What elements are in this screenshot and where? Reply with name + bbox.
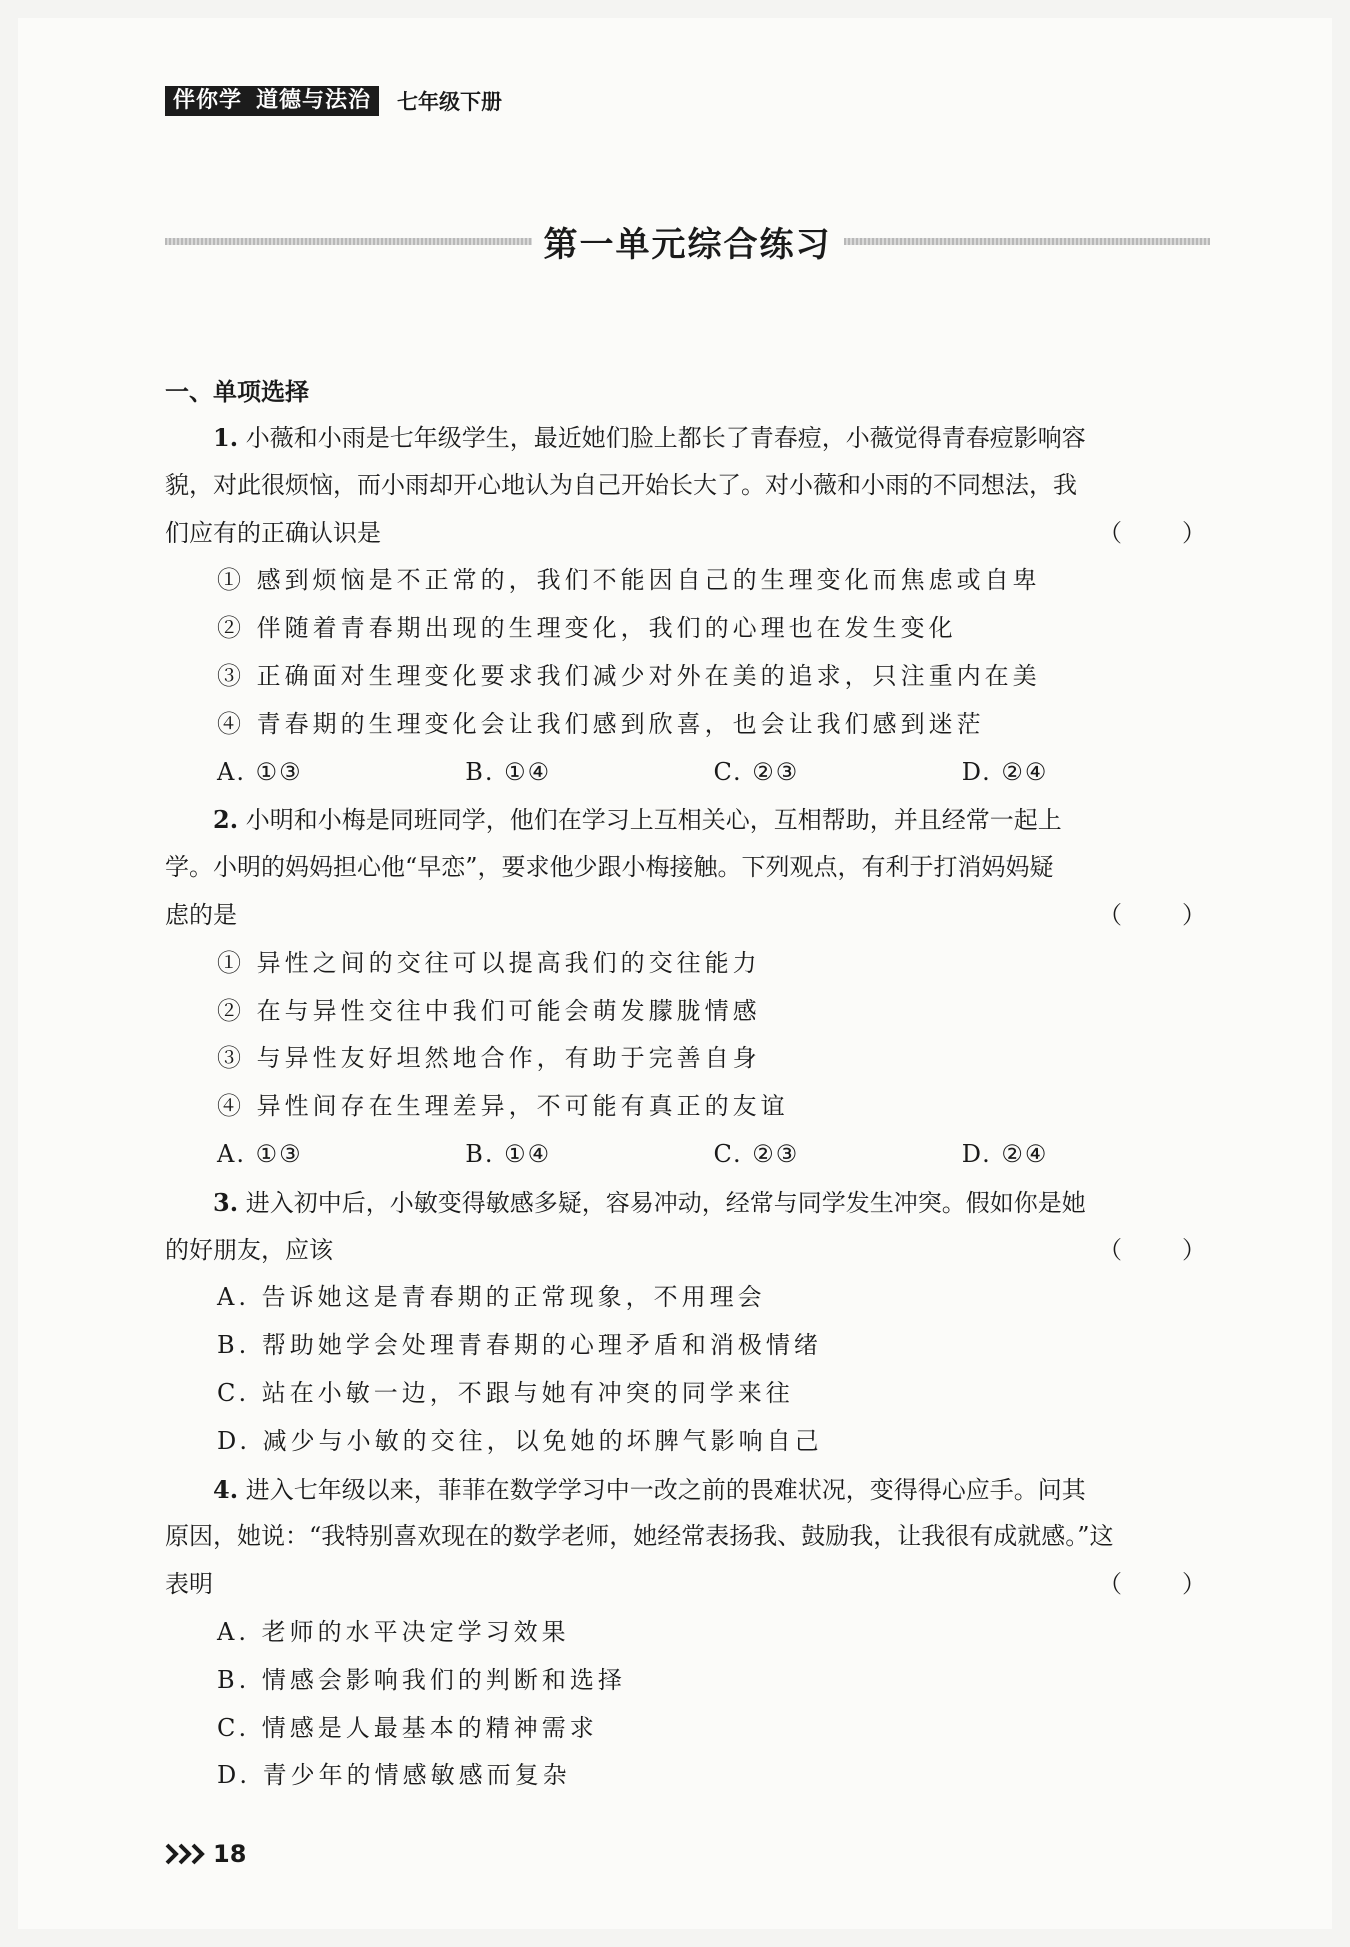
choice-c: C. ②③ <box>713 1139 800 1168</box>
question-3 <box>165 1179 1210 1466</box>
stem-text: 学。小明的妈妈担心他“早恋”，要求他少跟小梅接触。下列观点，有利于打消妈妈疑 <box>165 853 1054 882</box>
question-number: 3. <box>213 1187 239 1217</box>
question-4 <box>165 1466 1210 1801</box>
question-number: 1. <box>213 423 239 452</box>
subject-name: 道德与法治 <box>256 88 372 113</box>
question-stem-line <box>165 796 1210 844</box>
stem-text: 进入七年级以来，菲菲在数学学习中一改之前的畏难状况，变得得心应手。问其 <box>245 1475 1086 1504</box>
option-c: C. 站在小敏一边，不跟与她有冲突的同学来往 <box>217 1378 794 1407</box>
question-stem-line <box>165 1561 1210 1609</box>
stem-text: 小薇和小雨是七年级学生，最近她们脸上都长了青春痘，小薇觉得青春痘影响容 <box>245 424 1086 452</box>
title-banner <box>165 218 1210 264</box>
page-footer <box>165 1840 246 1868</box>
question-stem-line <box>165 1227 1210 1275</box>
question-stem-line <box>165 510 1210 558</box>
question-2 <box>165 796 1210 1178</box>
statement: ④ 异性间存在生理差异，不可能有真正的友谊 <box>217 1092 789 1121</box>
answer-parentheses: （ ） <box>1098 518 1210 547</box>
question-stem-line <box>165 1179 1210 1227</box>
statement: ② 伴随着青春期出现的生理变化，我们的心理也在发生变化 <box>217 614 957 643</box>
running-header <box>165 86 502 116</box>
series-name: 伴你学 <box>173 88 243 113</box>
statement: ② 在与异性交往中我们可能会萌发朦胧情感 <box>217 996 761 1025</box>
question-stem-line <box>165 462 1210 510</box>
option-a: A. 老师的水平决定学习效果 <box>217 1617 570 1646</box>
option-b: B. 情感会影响我们的判断和选择 <box>217 1665 626 1694</box>
answer-parentheses: （ ） <box>1098 1570 1210 1599</box>
option-c: C. 情感是人最基本的精神需求 <box>217 1713 598 1742</box>
series-badge <box>165 86 379 116</box>
option-d: D. 减少与小敏的交往，以免她的坏脾气影响自己 <box>217 1426 823 1455</box>
question-stem-line <box>165 892 1210 940</box>
question-number: 4. <box>213 1474 239 1504</box>
option-b: B. 帮助她学会处理青春期的心理矛盾和消极情绪 <box>217 1331 822 1360</box>
title-rule-right <box>844 238 1211 245</box>
question-stem-line <box>165 844 1210 892</box>
answer-parentheses: （ ） <box>1098 1235 1210 1264</box>
exercise-content <box>165 370 1210 1800</box>
stem-text: 进入初中后，小敏变得敏感多疑，容易冲动，经常与同学发生冲突。假如你是她 <box>245 1188 1086 1217</box>
section-heading: 一、单项选择 <box>165 378 309 406</box>
page-title: 第一单元综合练习 <box>543 224 832 265</box>
page-number: 18 <box>213 1840 247 1868</box>
option-a: A. 告诉她这是青春期的正常现象，不用理会 <box>217 1283 766 1312</box>
choice-row <box>165 1131 1210 1179</box>
choice-d: D. ②④ <box>961 1139 1049 1168</box>
triple-chevron-icon <box>165 1842 209 1866</box>
question-stem-line <box>165 1466 1210 1514</box>
choice-a: A. ①③ <box>217 1139 303 1168</box>
question-number: 2. <box>213 805 239 835</box>
stem-text: 表明 <box>165 1570 213 1599</box>
statement: ③ 正确面对生理变化要求我们减少对外在美的追求，只注重内在美 <box>217 661 1041 690</box>
question-stem-line <box>165 1513 1210 1561</box>
option-d: D. 青少年的情感敏感而复杂 <box>217 1761 571 1790</box>
answer-parentheses: （ ） <box>1098 900 1210 929</box>
stem-text: 原因，她说：“我特别喜欢现在的数学老师，她经常表扬我、鼓励我，让我很有成就感。”这 <box>165 1522 1114 1551</box>
choice-c: C. ②③ <box>713 757 800 786</box>
question-stem-line <box>165 414 1210 462</box>
statement: ④ 青春期的生理变化会让我们感到欣喜，也会让我们感到迷茫 <box>217 709 985 738</box>
statement: ③ 与异性友好坦然地合作，有助于完善自身 <box>217 1044 761 1073</box>
choice-a: A. ①③ <box>217 757 303 786</box>
statement: ① 感到烦恼是不正常的，我们不能因自己的生理变化而焦虑或自卑 <box>217 566 1041 595</box>
title-rule-left <box>165 238 532 245</box>
stem-text: 的好朋友，应该 <box>165 1235 333 1264</box>
choice-row <box>165 749 1210 797</box>
grade-label: 七年级下册 <box>397 89 503 114</box>
choice-b: B. ①④ <box>465 757 552 786</box>
choice-d: D. ②④ <box>961 757 1049 786</box>
choice-b: B. ①④ <box>465 1139 552 1168</box>
question-1 <box>165 414 1210 796</box>
stem-text: 们应有的正确认识是 <box>165 518 381 547</box>
statement: ① 异性之间的交往可以提高我们的交往能力 <box>217 948 761 977</box>
stem-text: 虑的是 <box>165 900 237 929</box>
stem-text: 小明和小梅是同班同学，他们在学习上互相关心，互相帮助，并且经常一起上 <box>245 806 1062 835</box>
stem-text: 貌，对此很烦恼，而小雨却开心地认为自己开始长大了。对小薇和小雨的不同想法，我 <box>165 470 1077 499</box>
